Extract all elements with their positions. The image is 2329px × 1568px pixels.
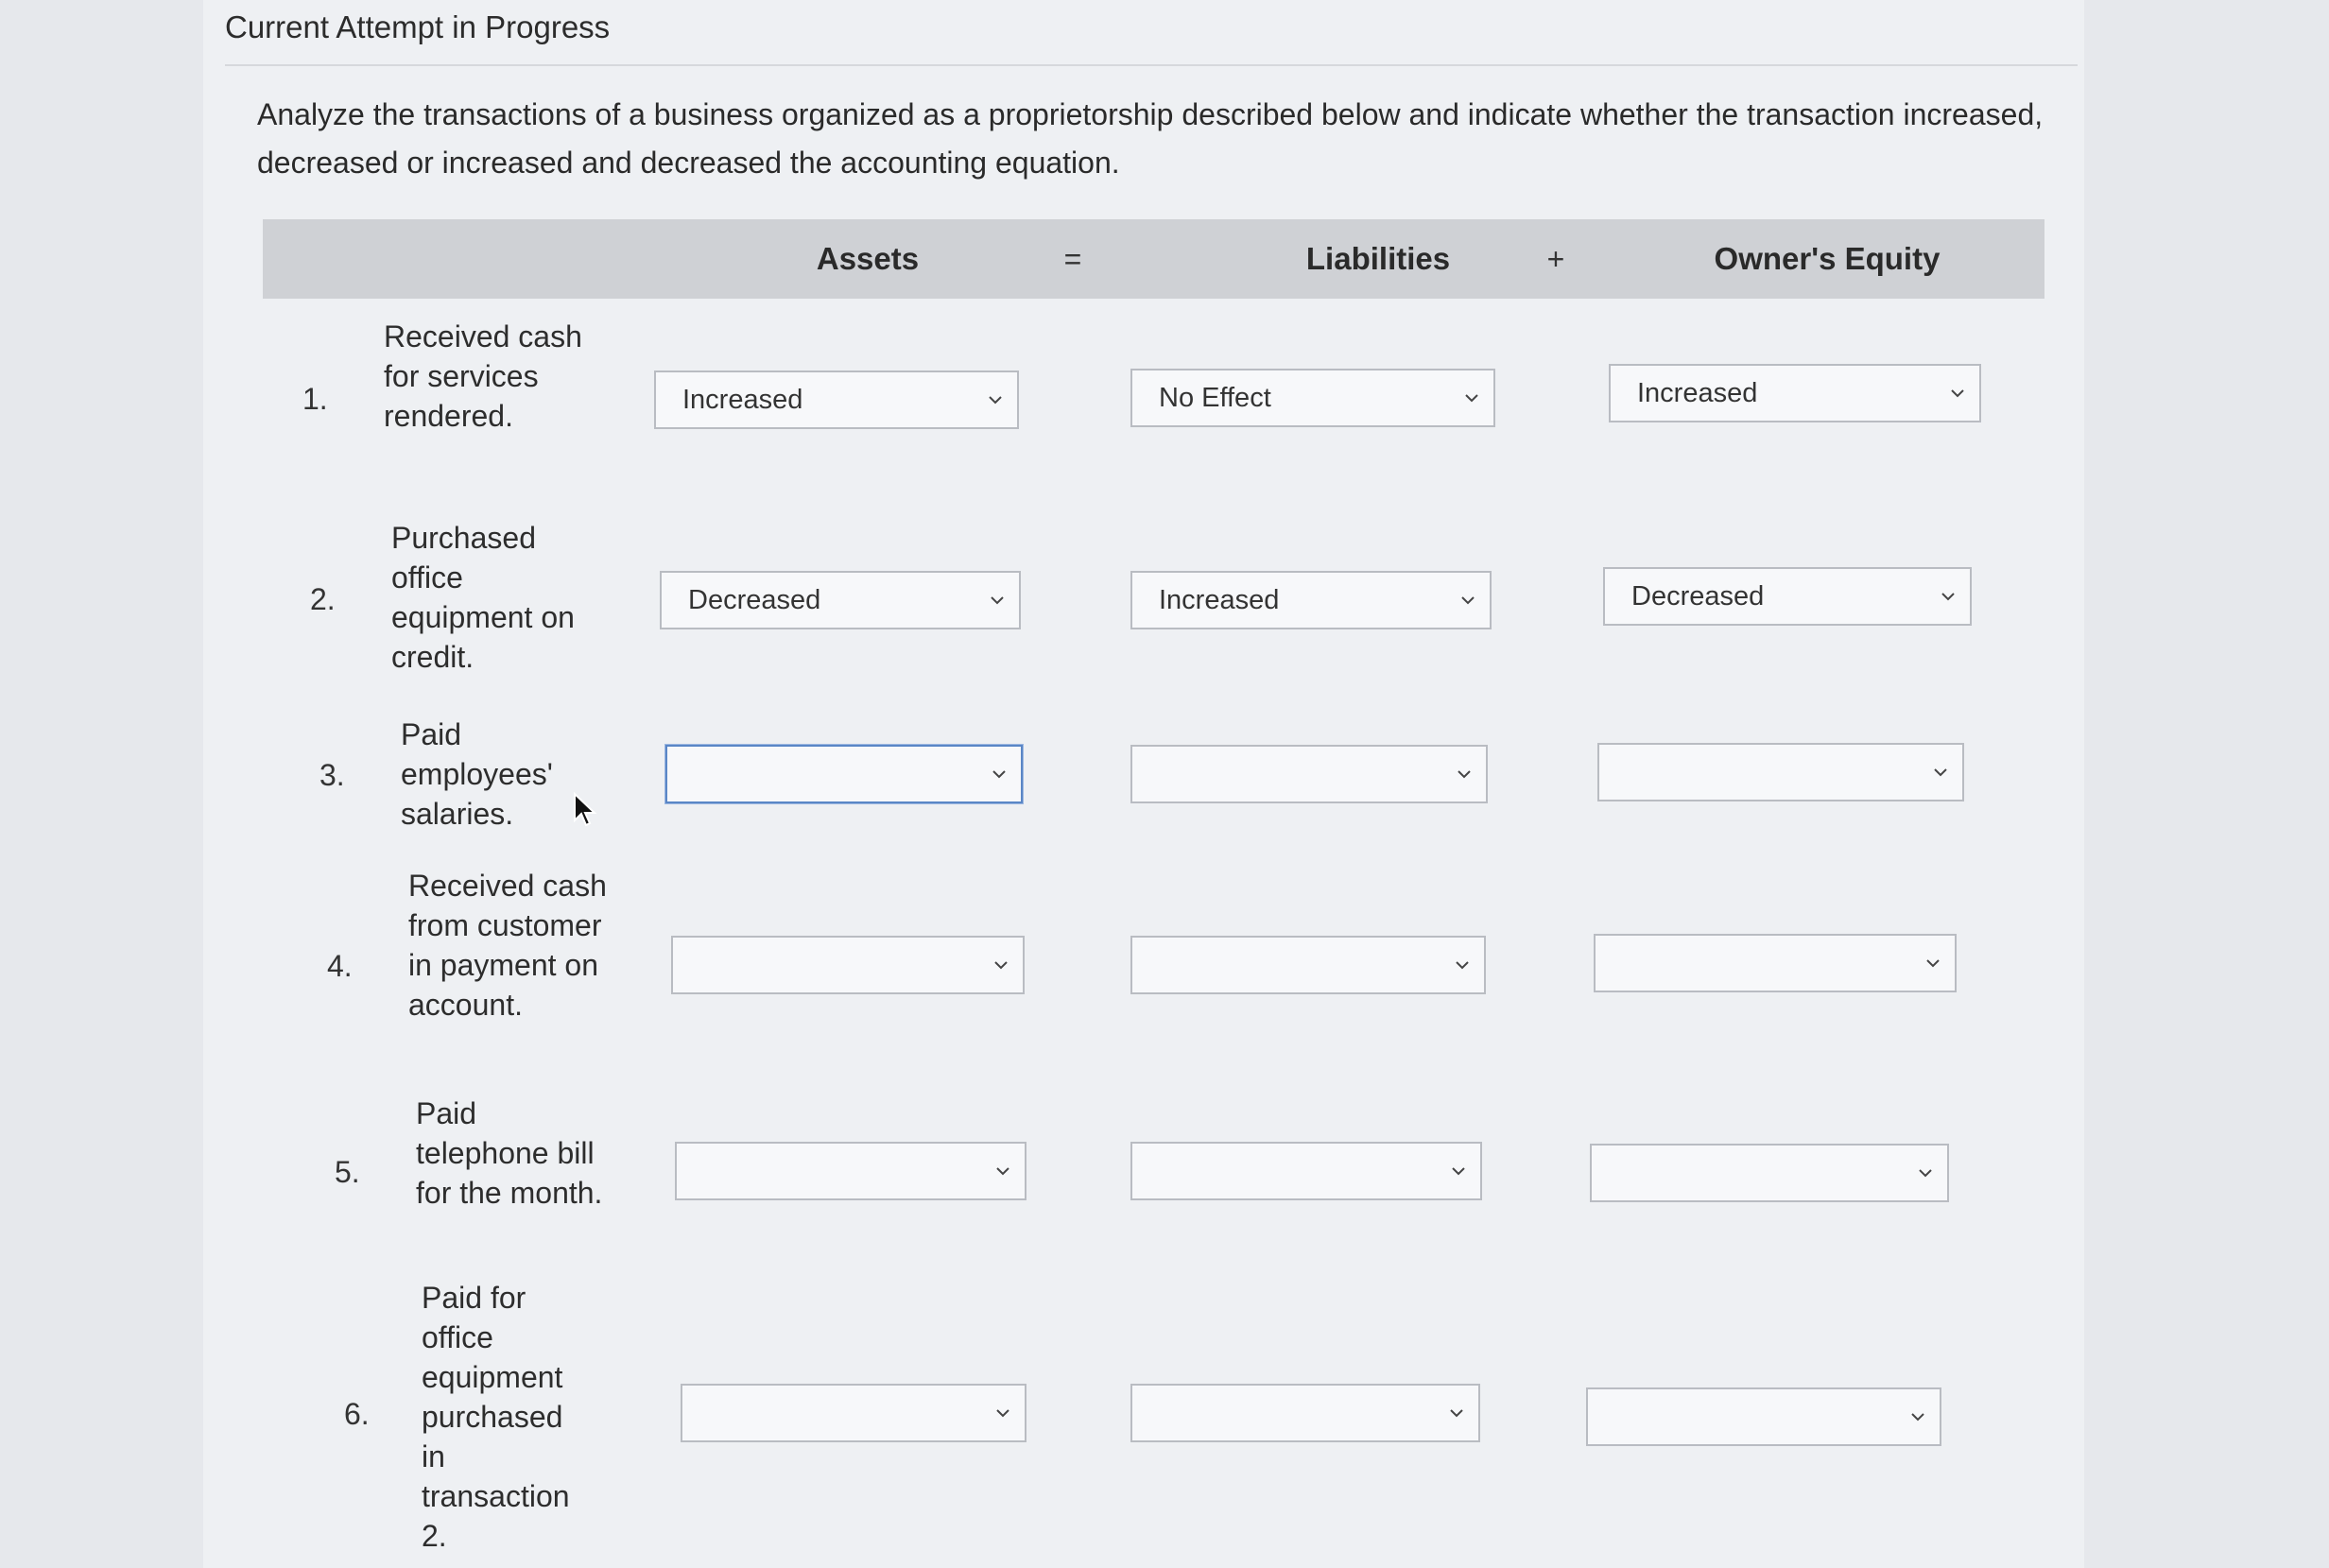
transaction-description: Paid telephone bill for the month. xyxy=(416,1096,603,1210)
assets-select-row-4[interactable] xyxy=(671,936,1025,994)
header-divider xyxy=(225,64,2078,66)
chevron-down-icon xyxy=(1949,385,1966,402)
chevron-down-icon xyxy=(989,592,1006,609)
liabilities-select-row-3[interactable] xyxy=(1130,745,1488,803)
liabilities-select-row-4[interactable] xyxy=(1130,936,1486,994)
chevron-down-icon xyxy=(1932,764,1949,781)
transaction-description: Paid employees' salaries. xyxy=(401,717,553,831)
selected-value: Decreased xyxy=(1631,581,1765,612)
column-header-owners-equity: Owner's Equity xyxy=(1714,241,1941,276)
chevron-down-icon xyxy=(1463,389,1480,406)
row-number: 5. xyxy=(335,1155,360,1189)
transaction-description: Purchased office equipment on credit. xyxy=(391,521,575,674)
liabilities-select-row-1[interactable] xyxy=(1130,369,1495,427)
row-number: 1. xyxy=(302,382,328,416)
transaction-description: Paid for office equipment purchased in transaction 2. xyxy=(422,1281,570,1553)
equity-select-row-2[interactable] xyxy=(1603,567,1972,626)
chevron-down-icon xyxy=(994,1404,1011,1422)
attempt-status-title: Current Attempt in Progress xyxy=(225,9,611,44)
assets-select-row-5[interactable] xyxy=(675,1142,1026,1200)
transaction-description: Received cash from customer in payment on account. xyxy=(408,869,607,1022)
column-header-liabilities: Liabilities xyxy=(1305,241,1451,276)
equity-select-row-6[interactable] xyxy=(1586,1387,1941,1446)
row-number: 2. xyxy=(310,582,336,616)
selected-value: No Effect xyxy=(1159,383,1271,413)
column-header-assets: Assets xyxy=(816,241,920,276)
chevron-down-icon xyxy=(1924,955,1941,972)
chevron-down-icon xyxy=(1448,1404,1465,1422)
assets-select-row-6[interactable] xyxy=(681,1384,1026,1442)
assets-select-row-3[interactable] xyxy=(665,745,1023,803)
chevron-down-icon xyxy=(991,766,1008,783)
chevron-down-icon xyxy=(1456,766,1473,783)
selected-value: Increased xyxy=(1159,585,1280,615)
equity-select-row-4[interactable] xyxy=(1594,934,1957,992)
liabilities-select-row-6[interactable] xyxy=(1130,1384,1480,1442)
chevron-down-icon xyxy=(1909,1408,1926,1425)
selected-value: Increased xyxy=(1637,378,1758,408)
chevron-down-icon xyxy=(1459,592,1476,609)
equals-sign: = xyxy=(1063,242,1082,276)
table-header xyxy=(263,219,2044,299)
plus-sign: + xyxy=(1546,242,1565,276)
assets-select-row-1[interactable] xyxy=(654,370,1019,429)
equity-select-row-1[interactable] xyxy=(1609,364,1981,422)
liabilities-select-row-2[interactable] xyxy=(1130,571,1492,629)
chevron-down-icon xyxy=(1940,588,1957,605)
chevron-down-icon xyxy=(994,1163,1011,1180)
row-number: 6. xyxy=(344,1397,370,1431)
chevron-down-icon xyxy=(987,391,1004,408)
selected-value: Decreased xyxy=(688,585,821,615)
chevron-down-icon xyxy=(1917,1164,1934,1181)
question-instructions: Analyze the transactions of a business organized as a proprietorship described below and indicate whether the transaction increased, decreased or increased and decreased the accounting equation. xyxy=(257,97,2044,180)
mouse-pointer-icon xyxy=(573,792,599,830)
row-number: 3. xyxy=(319,758,345,792)
chevron-down-icon xyxy=(1454,956,1471,974)
assets-select-row-2[interactable] xyxy=(660,571,1021,629)
transaction-description: Received cash for services rendered. xyxy=(384,319,582,433)
equity-select-row-5[interactable] xyxy=(1590,1144,1949,1202)
liabilities-select-row-5[interactable] xyxy=(1130,1142,1482,1200)
chevron-down-icon xyxy=(992,956,1009,974)
selected-value: Increased xyxy=(682,385,803,415)
chevron-down-icon xyxy=(1450,1163,1467,1180)
equity-select-row-3[interactable] xyxy=(1597,743,1964,801)
row-number: 4. xyxy=(327,949,353,983)
